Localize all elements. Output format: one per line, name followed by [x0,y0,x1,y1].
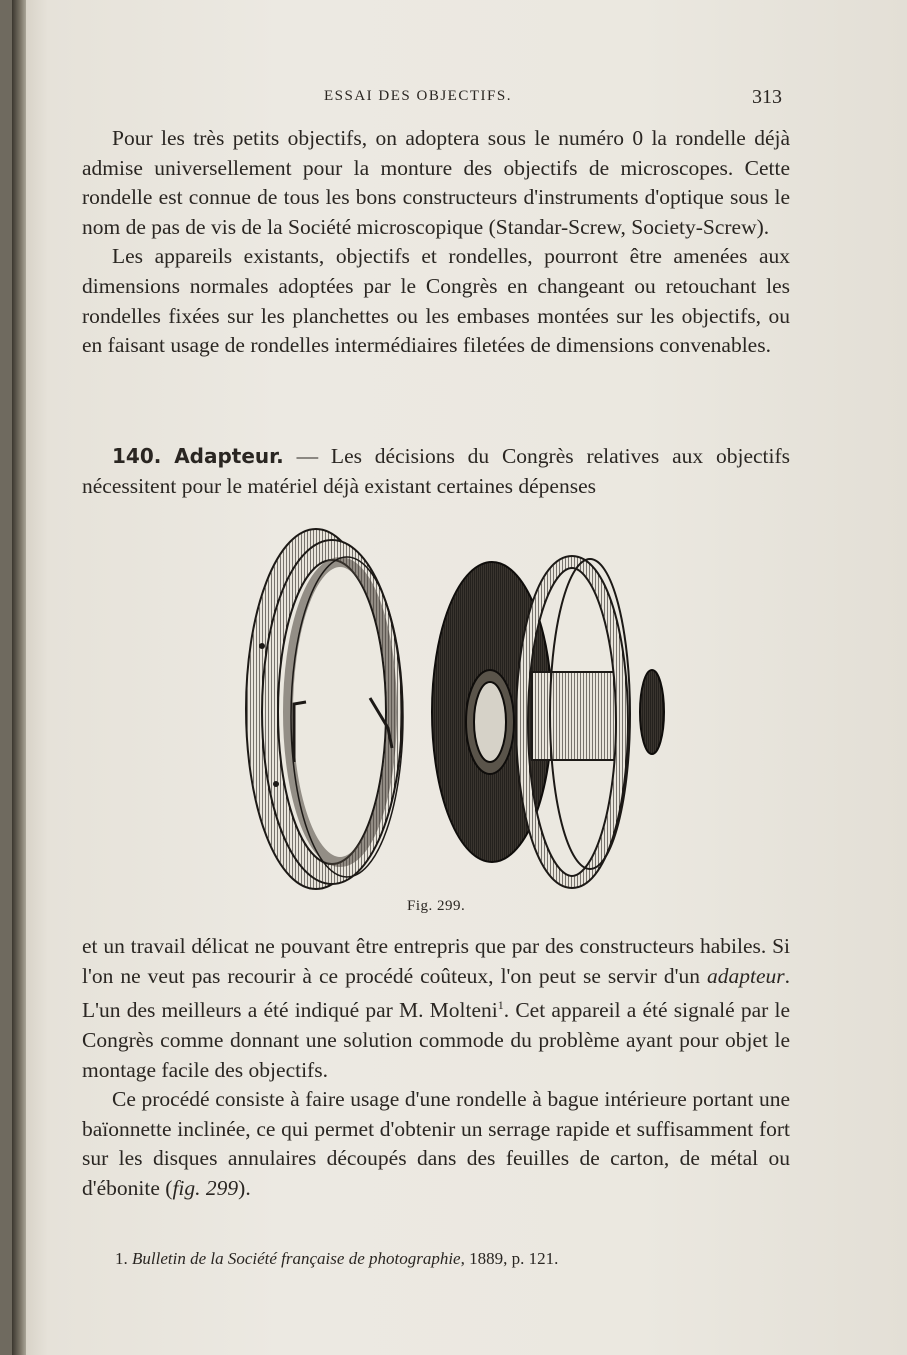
paragraph: Les appareils existants, objectifs et rondelles, pourront être amenées aux dimensions normales adoptées par le Congrès en changeant ou retouchant les rondelles fixées sur les planchettes ou les embases montées sur les objectifs, ou en faisant usage de rondelles intermédiaires filetées de dimensions convenables. [82,244,790,358]
bayonet-ring-drawing [246,529,403,889]
footnote-details: , 1889, p. 121. [460,1249,559,1268]
footnote-source: Bulletin de la Société française de photographie [132,1249,461,1268]
bottom-text-block [82,932,790,1204]
figure-reference: fig. 299 [172,1175,239,1200]
footnote-reference: 1 [497,998,504,1013]
footnote-number: 1. [115,1249,128,1268]
figure-caption: Fig. 299. [407,898,466,914]
book-page [12,0,907,1355]
text-run: Ce procédé consiste à faire usage d'une rondelle à bague intérieure portant une baïonnette inclinée, ce qui permet d'obtenir un serrage rapide et suffisamment fort sur les disques annulaires découpés dans des feuilles de carton, de métal ou d'ébonite ( [82,1087,790,1200]
section-title: Adapteur. [174,444,284,468]
tube-drawing [532,672,622,760]
section-140 [82,442,790,501]
top-text-block [82,124,790,361]
section-paragraph [82,442,790,501]
paragraph: Pour les très petits objectifs, on adoptera sous le numéro 0 la rondelle déjà admise universellement pour la monture des objectifs de microscopes. Cette rondelle est connue de tous les bons constructeurs d'instruments d'optique sous le nom de pas de vis de la Société microscopique (Standar-Screw, Society-Screw). [82,126,790,239]
text-run: . Cet appareil a été signalé par le Congrès comme donnant une solution commode du problème ayant pour objet le montage facile des objectifs. [82,998,790,1082]
text-run: et un travail délicat ne pouvant être entrepris que par des constructeurs habiles. Si l'on ne veut pas recourir à ce procédé coûteux, l'on peut se servir d'un [82,934,790,988]
section-number: 140. [112,444,162,468]
section-text: — Les décisions du Congrès relatives aux objectifs nécessitent pour le matériel déjà existant certaines dépenses [82,444,790,498]
running-title: ESSAI DES OBJECTIFS. [324,88,512,104]
text-run: . L'un des meilleurs a été indiqué par M. Molteni [82,963,790,1023]
footnote [115,1249,558,1269]
text-run: ). [238,1175,251,1200]
figure-adapter-illustration [232,522,672,897]
book-spine-shadow [12,0,26,1355]
paragraph-continuation [82,932,790,1085]
paragraph-last [82,1085,790,1203]
page-number: 313 [752,86,782,108]
italic-term: adapteur [706,963,785,988]
